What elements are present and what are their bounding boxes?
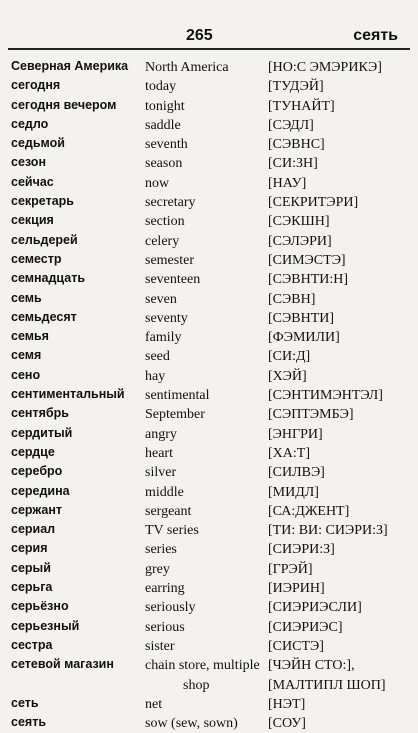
entry-russian: семя	[11, 348, 42, 363]
entry-english: heart	[145, 445, 173, 461]
entry-russian: сетевой магазин	[11, 657, 114, 672]
entry-russian: сегодня	[11, 78, 61, 93]
entry-russian: седло	[11, 116, 49, 131]
dictionary-entry	[0, 386, 418, 405]
entry-russian: серьга	[11, 580, 53, 595]
entry-transcription: [ХЭЙ]	[268, 368, 307, 384]
dictionary-entry	[0, 444, 418, 463]
entry-english: today	[145, 79, 177, 95]
entry-transcription: [НАУ]	[268, 175, 307, 191]
entry-english: celery	[145, 233, 180, 249]
dictionary-entry	[0, 618, 418, 637]
entry-english: earring	[145, 581, 185, 597]
entry-english: season	[145, 156, 183, 172]
entry-transcription: [СЭВНТИ:Н]	[268, 272, 349, 288]
entry-english: section	[145, 214, 185, 230]
entry-english: North America	[145, 60, 229, 75]
entry-transcription: [СЭКШН]	[268, 214, 330, 230]
entry-transcription: [СОУ]	[268, 716, 306, 732]
entry-transcription: [СИЭРИЭС]	[268, 619, 343, 635]
entry-russian: сезон	[11, 155, 46, 170]
entry-transcription: [СЭЛЭРИ]	[268, 233, 332, 249]
entry-english: silver	[145, 465, 177, 481]
entry-english: seriously	[145, 600, 196, 616]
entry-english: TV series	[145, 523, 199, 539]
dictionary-entry	[0, 560, 418, 579]
entry-transcription: [СА:ДЖЕНТ]	[268, 503, 350, 519]
entry-russian: серебро	[11, 464, 63, 479]
dictionary-entry	[0, 656, 418, 695]
entry-english: saddle	[145, 117, 181, 133]
entry-english-line: shop	[183, 677, 210, 693]
page-number: 265	[186, 27, 213, 44]
entry-english	[145, 656, 260, 695]
entry-english: secretary	[145, 195, 196, 211]
entry-transcription: [ЭНГРИ]	[268, 426, 323, 442]
running-head: сеять	[353, 27, 398, 44]
entry-russian: сегодня вечером	[11, 97, 117, 112]
entry-transcription: [ТУНАЙТ]	[268, 98, 335, 114]
entry-transcription-line: [МАЛТИПЛ ШОП]	[268, 677, 386, 693]
entry-english: seventh	[145, 137, 188, 153]
entry-russian: серый	[11, 560, 51, 575]
dictionary-entry	[0, 212, 418, 231]
entry-russian: сентябрь	[11, 406, 69, 421]
entry-transcription: [СЭВНТИ]	[268, 310, 335, 326]
entry-english: tonight	[145, 98, 185, 114]
dictionary-entry	[0, 579, 418, 598]
dictionary-entry	[0, 309, 418, 328]
entry-english: semester	[145, 252, 194, 268]
entry-english: grey	[145, 561, 170, 577]
entry-transcription: [ФЭМИЛИ]	[268, 330, 340, 346]
entry-russian: сердитый	[11, 425, 73, 440]
dictionary-entry	[0, 193, 418, 212]
dictionary-entry	[0, 135, 418, 154]
entry-transcription: [СЭПТЭМБЭ]	[268, 407, 354, 423]
entry-english: sergeant	[145, 503, 192, 519]
dictionary-entry	[0, 637, 418, 656]
entry-russian: седьмой	[11, 136, 65, 151]
dictionary-entry	[0, 77, 418, 96]
entry-russian: Северная Америка	[11, 59, 129, 73]
entry-russian: сеть	[11, 695, 39, 710]
entry-russian: середина	[11, 483, 70, 498]
page-header	[0, 0, 418, 46]
entry-russian: семья	[11, 329, 49, 344]
dictionary-entry	[0, 483, 418, 502]
entry-transcription: [НО:С ЭМЭРИКЭ]	[268, 60, 382, 75]
entry-russian: сериал	[11, 522, 56, 537]
entry-russian: сельдерей	[11, 232, 78, 247]
entry-russian: сено	[11, 367, 41, 382]
entry-transcription: [СИ:Д]	[268, 349, 311, 365]
dictionary-entries	[0, 58, 418, 733]
entry-russian: серия	[11, 541, 48, 556]
entry-transcription	[268, 656, 386, 695]
entry-english: family	[145, 330, 182, 346]
entry-transcription: [НЭТ]	[268, 696, 306, 712]
dictionary-entry	[0, 367, 418, 386]
dictionary-entry	[0, 154, 418, 173]
dictionary-entry	[0, 540, 418, 559]
dictionary-entry	[0, 463, 418, 482]
entry-english: series	[145, 542, 177, 558]
dictionary-entry	[0, 598, 418, 617]
entry-transcription-line: [ЧЭЙН СТО:],	[268, 658, 355, 674]
dictionary-entry	[0, 425, 418, 444]
dictionary-entry	[0, 174, 418, 193]
entry-russian: серьёзно	[11, 599, 69, 614]
entry-transcription: [ХА:Т]	[268, 445, 310, 461]
entry-english: now	[145, 175, 170, 191]
entry-transcription: [СИ:ЗН]	[268, 156, 318, 172]
entry-transcription: [СИЛВЭ]	[268, 465, 325, 481]
entry-english: serious	[145, 619, 185, 635]
dictionary-entry	[0, 714, 418, 733]
dictionary-entry	[0, 116, 418, 135]
entry-russian: сентиментальный	[11, 387, 125, 402]
dictionary-entry	[0, 405, 418, 424]
dictionary-entry	[0, 328, 418, 347]
entry-russian: секция	[11, 213, 54, 228]
dictionary-entry	[0, 270, 418, 289]
entry-english: hay	[145, 368, 166, 384]
entry-transcription: [ИЭРИН]	[268, 581, 325, 597]
entry-russian: сестра	[11, 637, 53, 652]
dictionary-entry	[0, 232, 418, 251]
entry-english-line: chain store, multiple	[145, 658, 260, 674]
entry-russian: сейчас	[11, 174, 54, 189]
entry-transcription: [СЭНТИМЭНТЭЛ]	[268, 388, 383, 404]
entry-english: seventeen	[145, 272, 201, 288]
entry-russian: сержант	[11, 502, 63, 517]
entry-russian: семь	[11, 290, 42, 305]
entry-english: seven	[145, 291, 177, 307]
entry-english: sister	[145, 638, 175, 654]
dictionary-entry	[0, 58, 418, 77]
entry-transcription: [ГРЭЙ]	[268, 561, 313, 577]
entry-transcription: [МИДЛ]	[268, 484, 319, 500]
entry-english: middle	[145, 484, 184, 500]
entry-transcription: [СИМЭСТЭ]	[268, 252, 346, 268]
entry-russian: семестр	[11, 251, 62, 266]
entry-transcription: [ТУДЭЙ]	[268, 79, 324, 95]
entry-russian: сердце	[11, 444, 55, 459]
entry-russian: сеять	[11, 715, 47, 730]
entry-english: sentimental	[145, 388, 210, 404]
dictionary-entry	[0, 290, 418, 309]
entry-transcription: [СИЭРИЭСЛИ]	[268, 600, 362, 616]
entry-russian: семьдесят	[11, 309, 77, 324]
entry-transcription: [СЭДЛ]	[268, 117, 314, 133]
entry-english: September	[145, 407, 205, 423]
dictionary-entry	[0, 347, 418, 366]
entry-english: sow (sew, sown)	[145, 716, 238, 732]
dictionary-entry	[0, 521, 418, 540]
entry-english: seed	[145, 349, 170, 365]
entry-russian: секретарь	[11, 194, 74, 209]
dictionary-entry	[0, 251, 418, 270]
entry-transcription: [СИСТЭ]	[268, 638, 324, 654]
entry-english: angry	[145, 426, 177, 442]
entry-transcription: [СЭВНС]	[268, 137, 325, 153]
entry-english: net	[145, 696, 163, 712]
entry-english: seventy	[145, 310, 188, 326]
entry-transcription: [ТИ: ВИ: СИЭРИ:З]	[268, 523, 388, 539]
dictionary-entry	[0, 502, 418, 521]
entry-transcription: [СЭВН]	[268, 291, 316, 307]
header-rule	[8, 48, 410, 50]
entry-transcription: [СЕКРИТЭРИ]	[268, 195, 359, 211]
entry-transcription: [СИЭРИ:З]	[268, 542, 335, 558]
entry-russian: семнадцать	[11, 271, 86, 286]
dictionary-entry	[0, 97, 418, 116]
entry-russian: серьезный	[11, 618, 80, 633]
dictionary-entry	[0, 695, 418, 714]
